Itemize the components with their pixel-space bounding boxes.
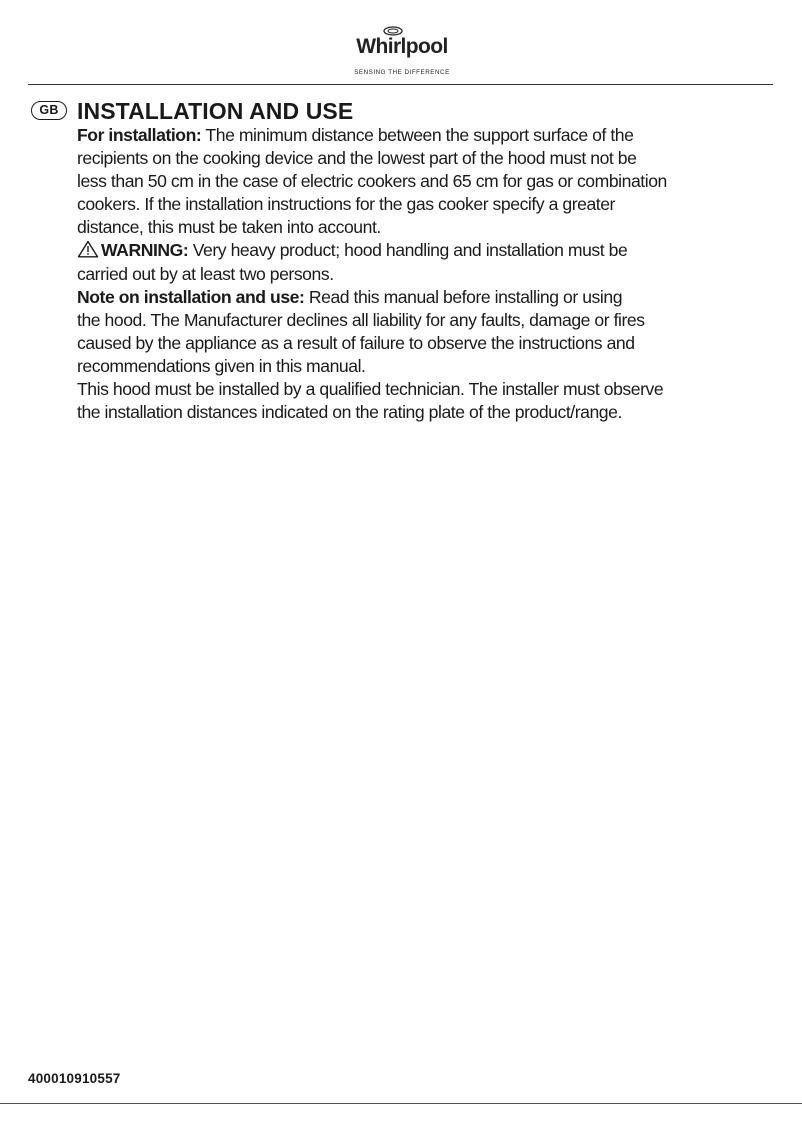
text-line: caused by the appliance as a result of failure to observe the instructions and xyxy=(77,332,635,353)
text-line: less than 50 cm in the case of electric cookers and 65 cm for gas or combination xyxy=(77,171,667,192)
note-paragraph xyxy=(77,286,782,378)
document-code: 400010910557 xyxy=(28,1071,121,1086)
language-badge: GB xyxy=(31,101,67,120)
text-line: recommendations given in this manual. xyxy=(77,355,366,376)
header-divider xyxy=(28,84,773,85)
brand-logo xyxy=(350,22,454,78)
text-line: Read this manual before installing or using xyxy=(304,286,623,307)
warning-label: WARNING: xyxy=(101,240,189,261)
section-title: INSTALLATION AND USE xyxy=(77,98,354,124)
warning-paragraph xyxy=(77,239,782,285)
text-line: the hood. The Manufacturer declines all liability for any faults, damage or fires xyxy=(77,309,645,330)
technician-paragraph xyxy=(77,378,782,424)
brand-name: Whirlpool xyxy=(356,35,448,58)
text-line: Very heavy product; hood handling and installation must be xyxy=(188,240,628,261)
text-line: carried out by at least two persons. xyxy=(77,263,334,284)
line xyxy=(77,125,633,145)
installation-paragraph xyxy=(77,124,782,239)
brand-tagline: SENSING THE DIFFERENCE xyxy=(354,69,450,76)
text-line: distance, this must be taken into account. xyxy=(77,217,381,238)
whirlpool-logo-icon xyxy=(350,22,454,78)
text-line: This hood must be installed by a qualified technician. The installer must observe xyxy=(77,379,664,400)
text-line: the installation distances indicated on the rating plate of the product/range. xyxy=(77,402,622,423)
footer-divider xyxy=(0,1103,802,1104)
warning-triangle-icon xyxy=(77,240,99,258)
note-label: Note on installation and use: xyxy=(77,286,305,307)
text-line: recipients on the cooking device and the lowest part of the hood must not be xyxy=(77,148,637,169)
instructions-body xyxy=(77,124,782,424)
text-line: cookers. If the installation instructions for the gas cooker specify a greater xyxy=(77,194,615,215)
text-line: The minimum distance between the support surface of the xyxy=(201,125,634,145)
installation-label: For installation: xyxy=(77,125,202,145)
